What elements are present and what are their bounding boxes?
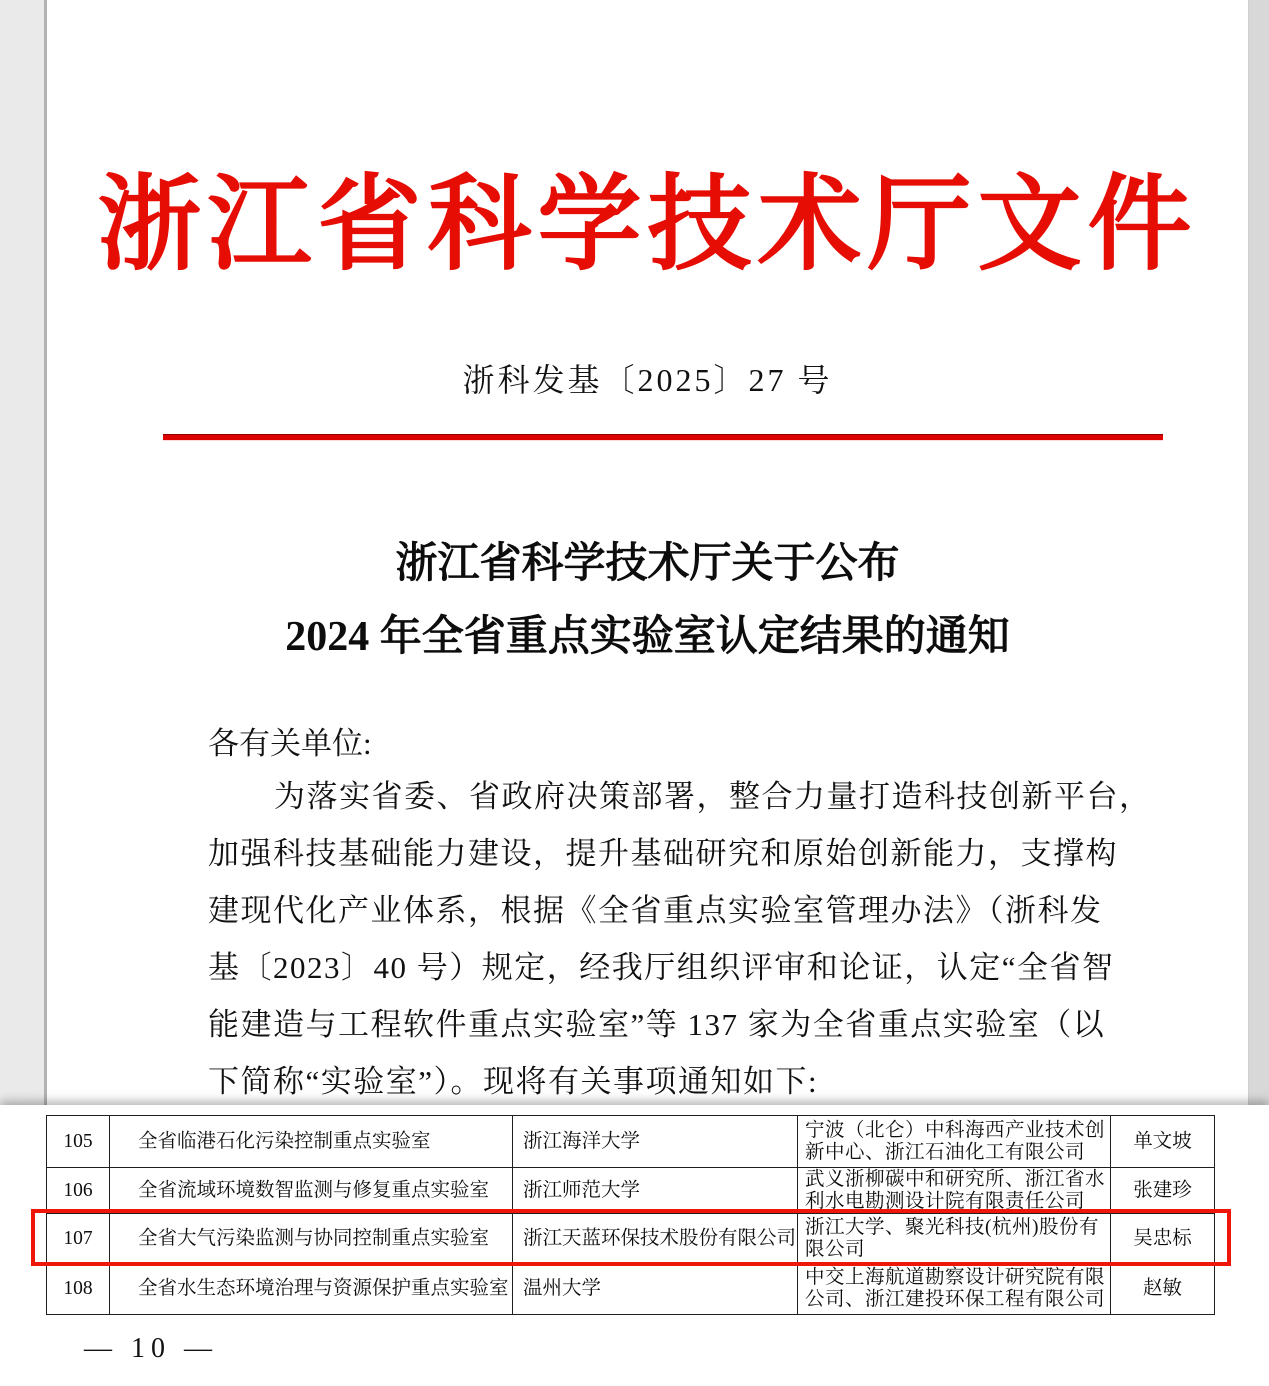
cell-row-number: 105 (47, 1116, 110, 1168)
document-page (44, 0, 1249, 1105)
page-number: — 10 — (84, 1333, 218, 1364)
cell-institution: 温州大学 (513, 1264, 798, 1315)
cell-lab-name: 全省水生态环境治理与资源保护重点实验室 (110, 1264, 513, 1315)
cell-lab-name: 全省流域环境数智监测与修复重点实验室 (110, 1168, 513, 1214)
body-line: 为落实省委、省政府决策部署，整合力量打造科技创新平台， (274, 779, 1152, 814)
key-lab-result-table (46, 1115, 1215, 1315)
red-divider-line (163, 434, 1163, 441)
cell-partners: 武义浙柳碳中和研究所、浙江省水利水电勘测设计院有限责任公司 (798, 1168, 1111, 1214)
cell-director: 赵敏 (1111, 1264, 1215, 1315)
body-line: 下简称“实验室”）。现将有关事项通知如下: (208, 1064, 819, 1099)
body-paragraph (208, 768, 1152, 1110)
body-line: 基〔2023〕40 号）规定，经我厅组织评审和论证，认定“全省智 (208, 950, 1115, 985)
cell-director: 单文坡 (1111, 1116, 1215, 1168)
table-row-108 (47, 1264, 1215, 1315)
salutation: 各有关单位: (208, 726, 372, 761)
cell-lab-name: 全省大气污染监测与协同控制重点实验室 (110, 1214, 513, 1264)
body-line: 能建造与工程软件重点实验室”等 137 家为全省重点实验室（以 (208, 1007, 1106, 1042)
cell-row-number: 108 (47, 1264, 110, 1315)
document-number: 浙科发基〔2025〕27 号 (462, 362, 833, 398)
notice-title-line-1: 浙江省科学技术厅关于公布 (395, 541, 900, 587)
body-line: 加强科技基础能力建设，提升基础研究和原始创新能力，支撑构 (208, 836, 1118, 871)
cell-partners: 宁波（北仑）中科海西产业技术创新中心、浙江石油化工有限公司 (798, 1116, 1111, 1168)
cell-institution: 浙江海洋大学 (513, 1116, 798, 1168)
notice-title-line-2: 2024 年全省重点实验室认定结果的通知 (285, 614, 1010, 660)
cell-lab-name: 全省临港石化污染控制重点实验室 (110, 1116, 513, 1168)
cell-partners: 中交上海航道勘察设计研究院有限公司、浙江建投环保工程有限公司 (798, 1264, 1111, 1315)
cell-director: 张建珍 (1111, 1168, 1215, 1214)
lab-table-page (0, 1105, 1269, 1386)
notice-title (47, 528, 1248, 674)
cell-institution: 浙江天蓝环保技术股份有限公司 (513, 1214, 798, 1264)
table-row-106 (47, 1168, 1215, 1214)
cell-row-number: 106 (47, 1168, 110, 1214)
cell-partners: 浙江大学、聚光科技(杭州)股份有限公司 (798, 1214, 1111, 1264)
cell-row-number: 107 (47, 1214, 110, 1264)
cell-director: 吴忠标 (1111, 1214, 1215, 1264)
body-line: 建现代化产业体系，根据《全省重点实验室管理办法》（浙科发 (208, 893, 1103, 928)
document-header-title: 浙江省科学技术厅文件 (97, 168, 1198, 283)
cell-institution: 浙江师范大学 (513, 1168, 798, 1214)
table-row-105 (47, 1116, 1215, 1168)
table-row-107-highlighted (47, 1214, 1215, 1264)
